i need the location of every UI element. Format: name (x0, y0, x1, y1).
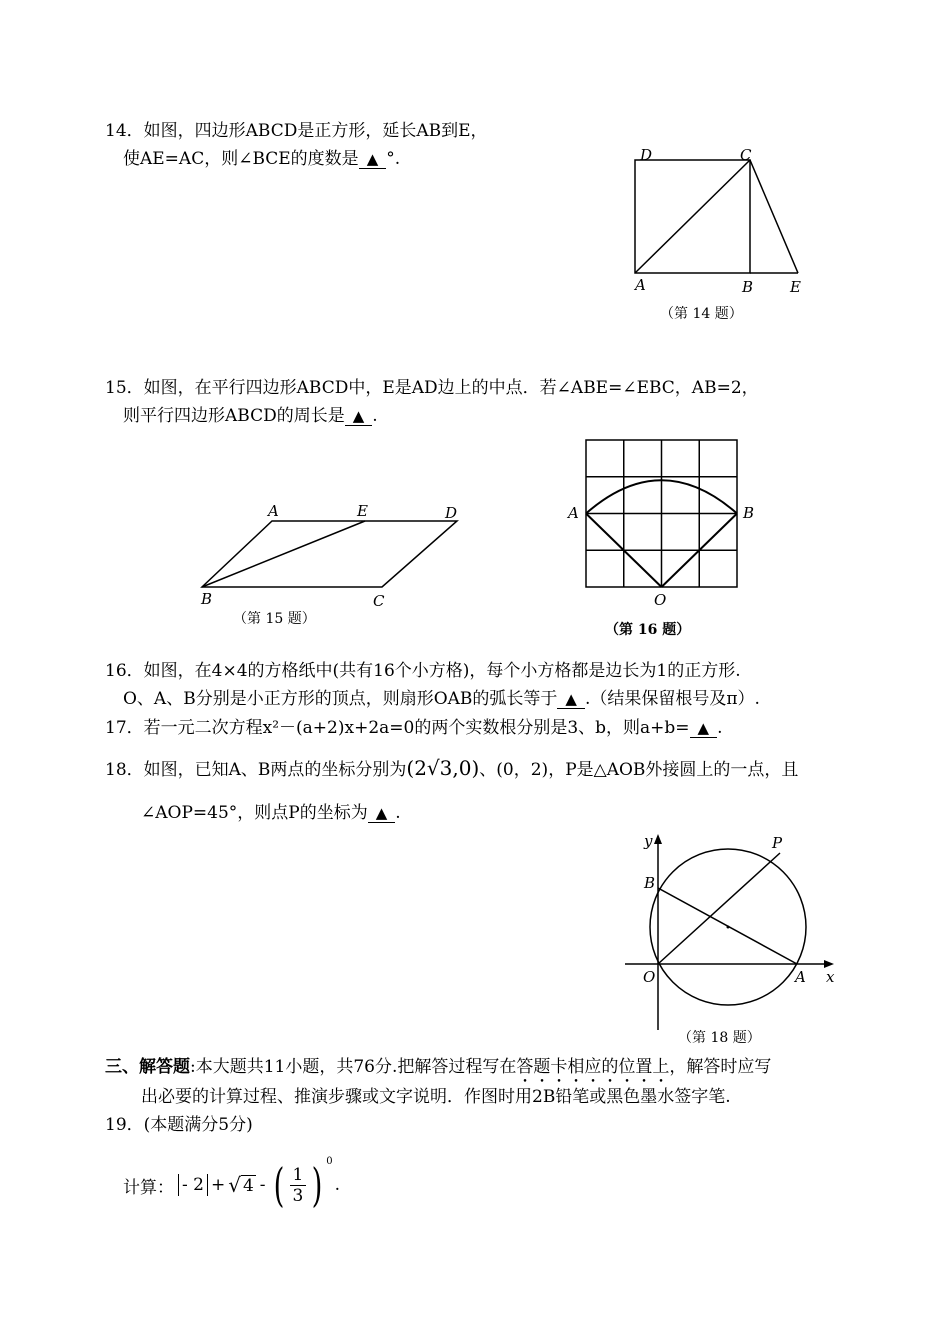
q18-label-y: y (644, 832, 653, 850)
q18-line2-end: . (395, 803, 401, 823)
sqrt-content: 4 (242, 1175, 254, 1196)
fraction-numerator: 1 (290, 1165, 307, 1186)
answer-triangle-icon: ▲ (375, 804, 388, 822)
q15-line2-text: 则平行四边形ABCD的周长是 (123, 406, 345, 426)
q16-label-b: B (743, 504, 755, 522)
q18-label-b: B (644, 874, 656, 892)
abs-content: - 2 (182, 1175, 204, 1195)
q16-caption: （第 16 题） (605, 622, 691, 638)
answer-triangle-icon: ▲ (697, 719, 710, 737)
q19-expression (123, 1150, 340, 1220)
q15-label-d: D (445, 504, 458, 522)
q16-line2-end: .（结果保留根号及π）. (584, 689, 760, 709)
q15-line1: 15．如图，在平行四边形ABCD中，E是AD边上的中点．若∠ABE=∠EBC，AB=2， (105, 378, 759, 398)
q16-line2-text: O、A、B分别是小正方形的顶点，则扇形OAB的弧长等于 (123, 689, 558, 709)
q16-line1: 16．如图，在4×4的方格纸中(共有16个小方格)，每个小方格都是边长为1的正方形. (105, 661, 741, 681)
section3-heading: 三、解答题 (105, 1057, 190, 1077)
q14-line2-text: 使AE=AC，则∠BCE的度数是 (123, 149, 359, 169)
q14-line2-end: °. (386, 149, 401, 169)
plus-sign: + (210, 1175, 226, 1195)
section3-intro-end: ，解答时应写 (669, 1057, 772, 1077)
q15-label-b: B (201, 590, 213, 608)
q15-label-e: E (357, 502, 368, 520)
period: . (334, 1175, 341, 1195)
q14-answer-blank[interactable] (359, 150, 387, 169)
q18-label-p: P (772, 834, 783, 852)
q16-label-a: A (568, 504, 579, 522)
q15-label-c: C (373, 592, 385, 610)
q15-label-a: A (268, 502, 279, 520)
exponent: 0 (326, 1156, 333, 1167)
fraction-denominator: 3 (292, 1185, 304, 1206)
answer-triangle-icon: ▲ (366, 150, 379, 168)
q17-end: . (717, 718, 723, 738)
q18-label-o: O (643, 968, 656, 986)
q18-line2-text: ∠AOP=45°，则点P的坐标为 (141, 803, 368, 823)
q14-label-c: C (740, 146, 752, 164)
section3-line2: 出必要的计算过程、推演步骤或文字说明．作图时用2B铅笔或黑色墨水签字笔. (141, 1087, 731, 1107)
sqrt-symbol-icon: √ (228, 1173, 241, 1197)
q18-label-x: x (826, 968, 835, 986)
q18-line1 (105, 757, 798, 781)
section3-line1 (105, 1056, 771, 1087)
q15-line2 (123, 405, 378, 427)
q14-caption: （第 14 题） (660, 306, 743, 322)
answer-triangle-icon: ▲ (352, 407, 365, 425)
abs-value (178, 1174, 208, 1196)
answer-triangle-icon: ▲ (565, 690, 577, 708)
q14-label-e: E (790, 278, 801, 296)
q14-label-a: A (635, 276, 646, 294)
q14-label-d: D (640, 146, 653, 164)
fraction (290, 1165, 307, 1206)
left-paren-icon: ( (273, 1158, 284, 1212)
q15-caption: （第 15 题） (233, 611, 316, 627)
q16-label-o: O (654, 591, 667, 609)
q18-coord-a: (2√3,0) (406, 756, 480, 780)
q14-line2 (123, 148, 400, 170)
q18-line2 (141, 802, 401, 824)
q16-figure (560, 430, 770, 640)
q18-label-a: A (795, 968, 806, 986)
q14-label-b: B (742, 278, 754, 296)
section3-intro: :本大题共11小题，共76分.把解答过程写在 (190, 1057, 517, 1077)
q17-line (105, 717, 723, 739)
q17-answer-blank[interactable] (690, 719, 718, 738)
q18-figure (620, 830, 850, 1050)
right-paren-icon: ) (311, 1158, 323, 1212)
q15-line2-end: . (372, 406, 378, 426)
q18-caption: （第 18 题） (678, 1030, 761, 1046)
q18-line1-text: 18．如图，已知A、B两点的坐标分别为 (105, 760, 407, 780)
minus-sign: - (259, 1175, 266, 1195)
q18-answer-blank[interactable] (368, 804, 396, 823)
section3-emphasis: 答题卡相应的位置上 (516, 1057, 670, 1077)
q19-title: 19．(本题满分5分) (105, 1115, 253, 1135)
q18-line1-end: 、(0，2)，P是△AOB外接圆上的一点，且 (479, 760, 799, 780)
q19-prompt: 计算： (123, 1177, 174, 1198)
q14-figure (620, 140, 820, 330)
q16-answer-blank[interactable] (557, 690, 585, 709)
q14-line1: 14．如图，四边形ABCD是正方形，延长AB到E， (105, 121, 488, 141)
q17-text: 17．若一元二次方程x²－(a+2)x+2a=0的两个实数根分别是3、b，则a+b= (105, 718, 690, 738)
q15-figure (195, 500, 485, 635)
q15-answer-blank[interactable] (345, 407, 373, 426)
q16-line2 (123, 688, 760, 710)
